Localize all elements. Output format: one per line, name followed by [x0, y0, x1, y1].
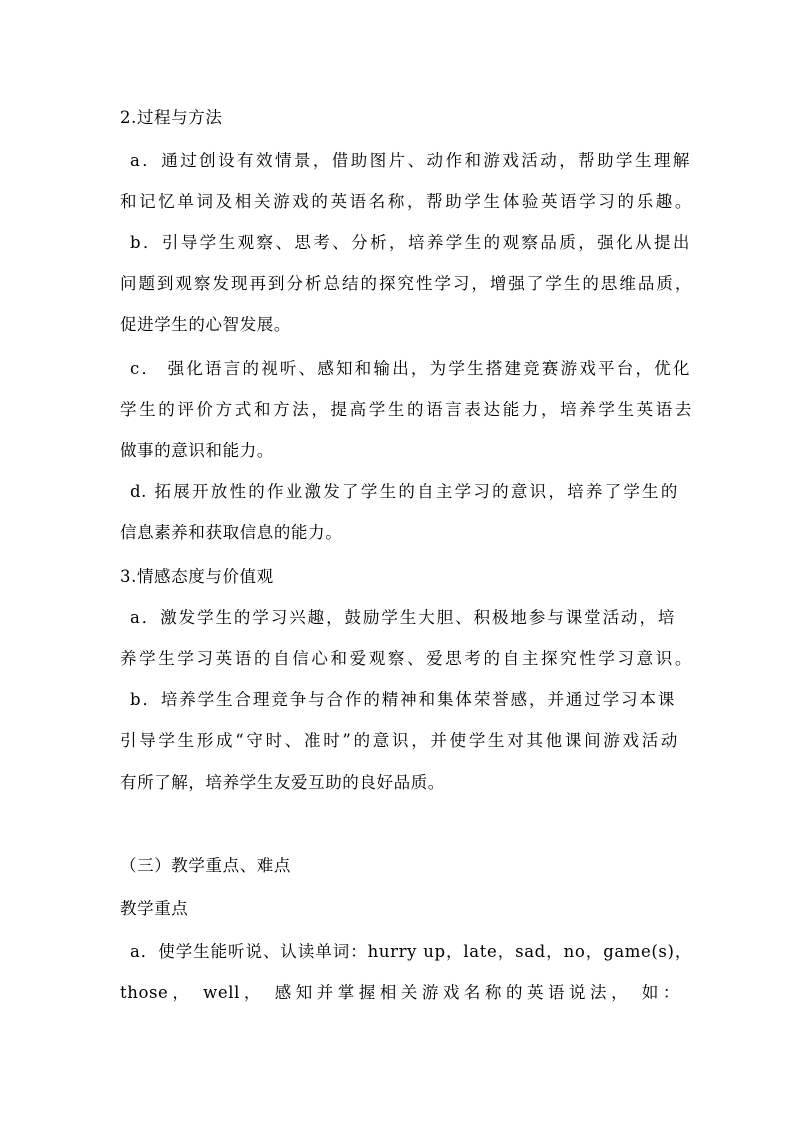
section-heading-attitude-values: 3.情感态度与价值观 — [120, 567, 274, 586]
paragraph-line: 问题到观察发现再到分析总结的探究性学习，增强了学生的思维品质， — [120, 274, 692, 293]
paragraph-line: b．培养学生合理竞争与合作的精神和集体荣誉感，并通过学习本课 — [130, 690, 675, 709]
paragraph-line: 和记忆单词及相关游戏的英语名称，帮助学生体验英语学习的乐趣。 — [120, 192, 692, 211]
paragraph-line: b．引导学生观察、思考、分析，培养学生的观察品质，强化从提出 — [130, 233, 690, 252]
paragraph-line: 学生的评价方式和方法，提高学生的语言表达能力，培养学生英语去 — [120, 400, 692, 419]
paragraph-line: 信息素养和获取信息的能力。 — [120, 523, 343, 542]
subheading-teaching-focus: 教学重点 — [120, 899, 189, 918]
section-heading-process-methods: 2.过程与方法 — [120, 108, 223, 127]
paragraph-line: a．激发学生的学习兴趣，鼓励学生大胆、积极地参与课堂活动，培 — [130, 608, 675, 627]
paragraph-line: 引导学生形成“守时、准时”的意识，并使学生对其他课间游戏活动 — [120, 731, 678, 750]
paragraph-line: 做事的意识和能力。 — [120, 441, 274, 460]
paragraph-line: a．通过创设有效情景，借助图片、动作和游戏活动，帮助学生理解 — [130, 151, 690, 170]
section-heading-key-points: （三）教学重点、难点 — [120, 856, 291, 875]
paragraph-line: a．使学生能听说、认读单词：hurry up，late，sad，no，game(s)， — [130, 942, 692, 961]
paragraph-line: those， well， 感知并掌握相关游戏名称的英语说法， 如： — [120, 983, 680, 1002]
paragraph-line: d. 拓展开放性的作业激发了学生的自主学习的意识，培养了学生的 — [130, 482, 678, 501]
paragraph-line: 养学生学习英语的自信心和爱观察、爱思考的自主探究性学习意识。 — [120, 649, 692, 668]
paragraph-line: 促进学生的心智发展。 — [120, 315, 291, 334]
paragraph-line: 有所了解，培养学生友爱互助的良好品质。 — [120, 773, 445, 792]
paragraph-line: c． 强化语言的视听、感知和输出，为学生搭建竞赛游戏平台，优化 — [130, 359, 690, 378]
